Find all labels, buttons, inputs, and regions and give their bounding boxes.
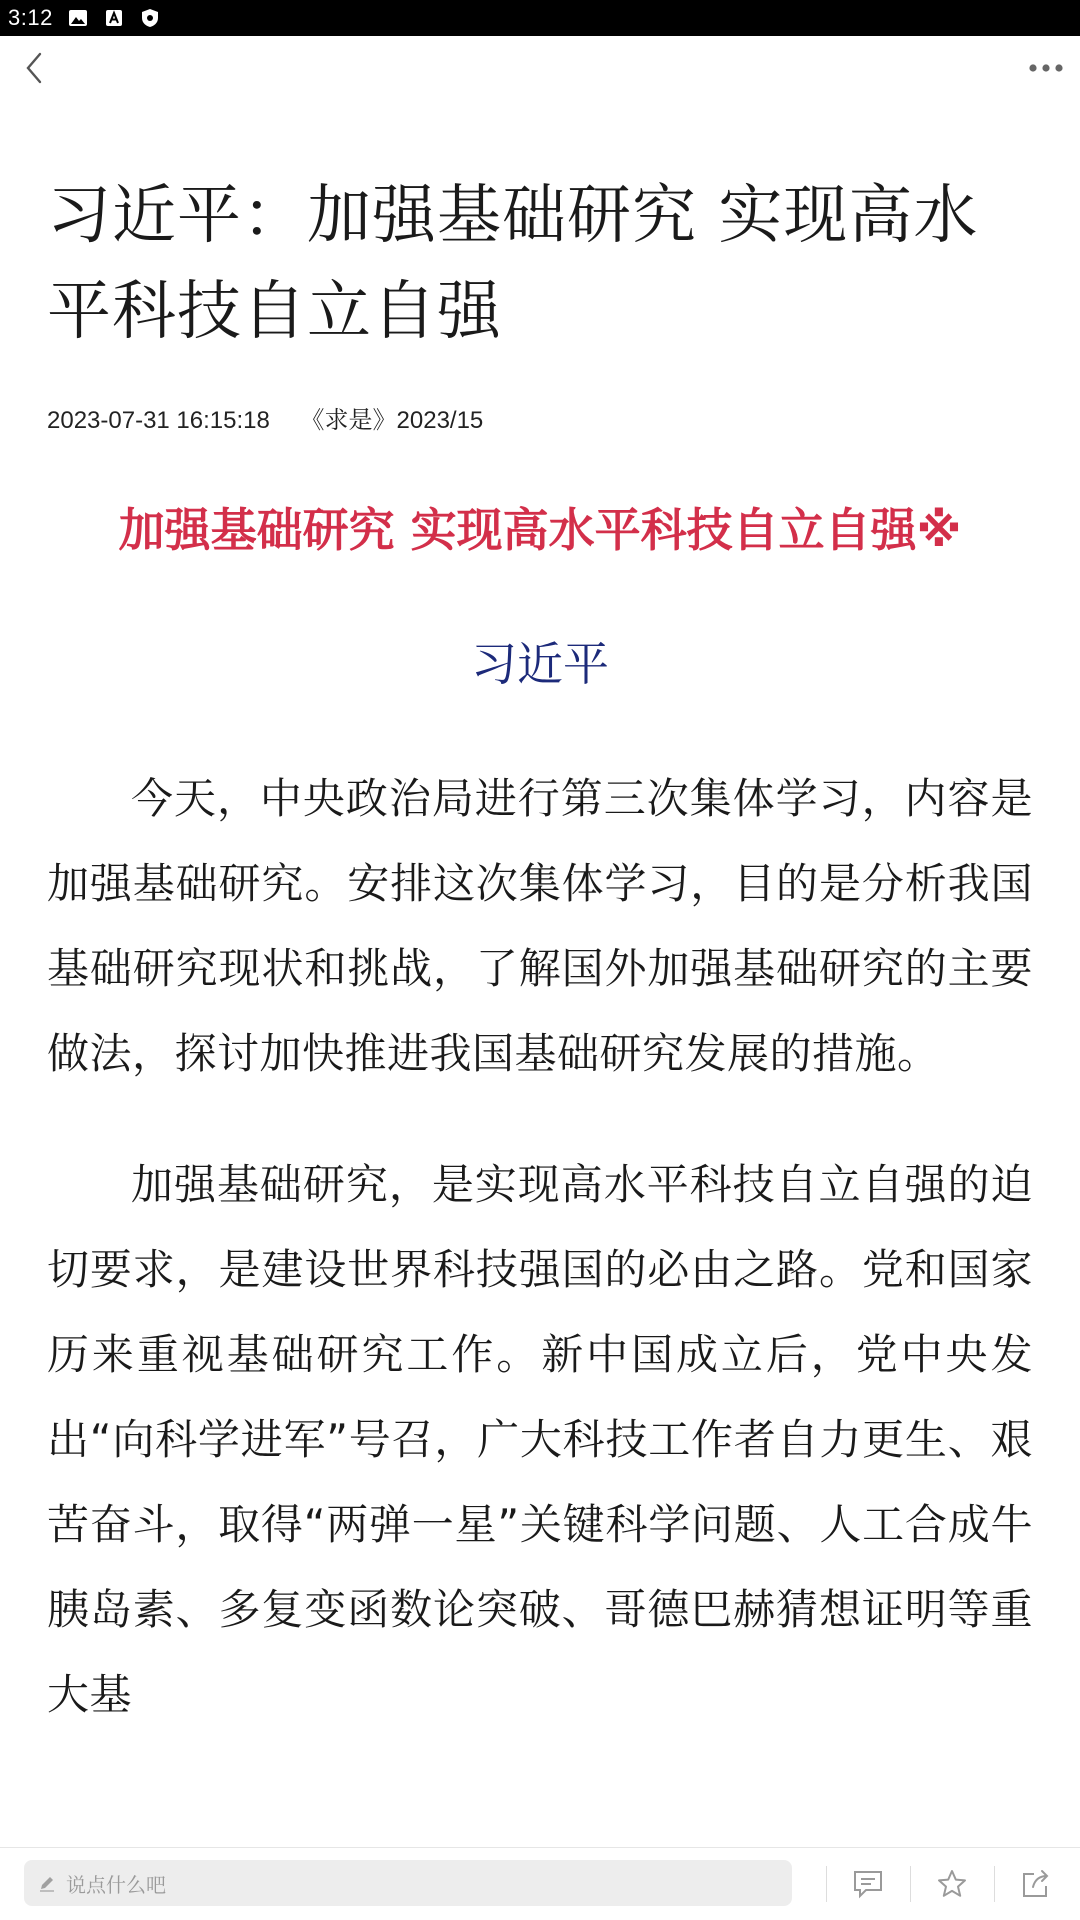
- article-content: [47, 100, 1033, 1737]
- article-title: 习近平：加强基础研究 实现高水平科技自立自强: [47, 179, 979, 349]
- chevron-left-icon: [23, 51, 45, 85]
- top-bar: [0, 36, 1080, 100]
- article-paragraph: 今天，中央政治局进行第三次集体学习，内容是加强基础研究。安排这次集体学习，目的是分析我国基础研究现状和挑战，了解国外加强基础研究的主要做法，探讨加快推进我国基础研究发展的措施。: [47, 774, 1033, 1078]
- article-source: 《求是》2023/15: [300, 407, 484, 434]
- comment-placeholder: 说点什么吧: [66, 1872, 166, 1897]
- image-icon: [67, 7, 89, 29]
- comment-input[interactable]: [24, 1860, 792, 1906]
- bottom-action-bar: [0, 1847, 1080, 1920]
- back-button[interactable]: [14, 48, 54, 88]
- publish-datetime: 2023-07-31 16:15:18: [47, 407, 270, 434]
- article-paragraph: 加强基础研究，是实现高水平科技自立自强的迫切要求，是建设世界科技强国的必由之路。党和国家历来重视基础研究工作。新中国成立后，党中央发出“向科学进军”号召，广大科技工作者自力更生、艰苦奋斗，取得“两弹一星”关键科学问题、人工合成牛胰岛素、多复变函数论突破、哥德巴赫猜想证明等重大基: [47, 1160, 1033, 1719]
- a-letter-icon: [103, 7, 125, 29]
- more-button[interactable]: [1020, 48, 1072, 88]
- pencil-icon: [38, 1873, 58, 1893]
- favorite-button[interactable]: [932, 1864, 972, 1904]
- shield-icon: [139, 7, 161, 29]
- share-icon: [1020, 1868, 1052, 1900]
- article-sub-title: 加强基础研究 实现高水平科技自立自强※: [118, 503, 962, 557]
- status-time: 3:12: [8, 5, 53, 30]
- article-author: 习近平: [471, 637, 609, 691]
- share-button[interactable]: [1016, 1864, 1056, 1904]
- article-meta: [47, 404, 1033, 438]
- divider: [910, 1866, 911, 1902]
- status-bar: [0, 0, 1080, 36]
- divider: [826, 1866, 827, 1902]
- star-icon: [936, 1868, 968, 1900]
- comment-icon: [852, 1869, 884, 1899]
- comment-button[interactable]: [848, 1864, 888, 1904]
- more-dots-icon: [1028, 63, 1064, 73]
- divider: [994, 1866, 995, 1902]
